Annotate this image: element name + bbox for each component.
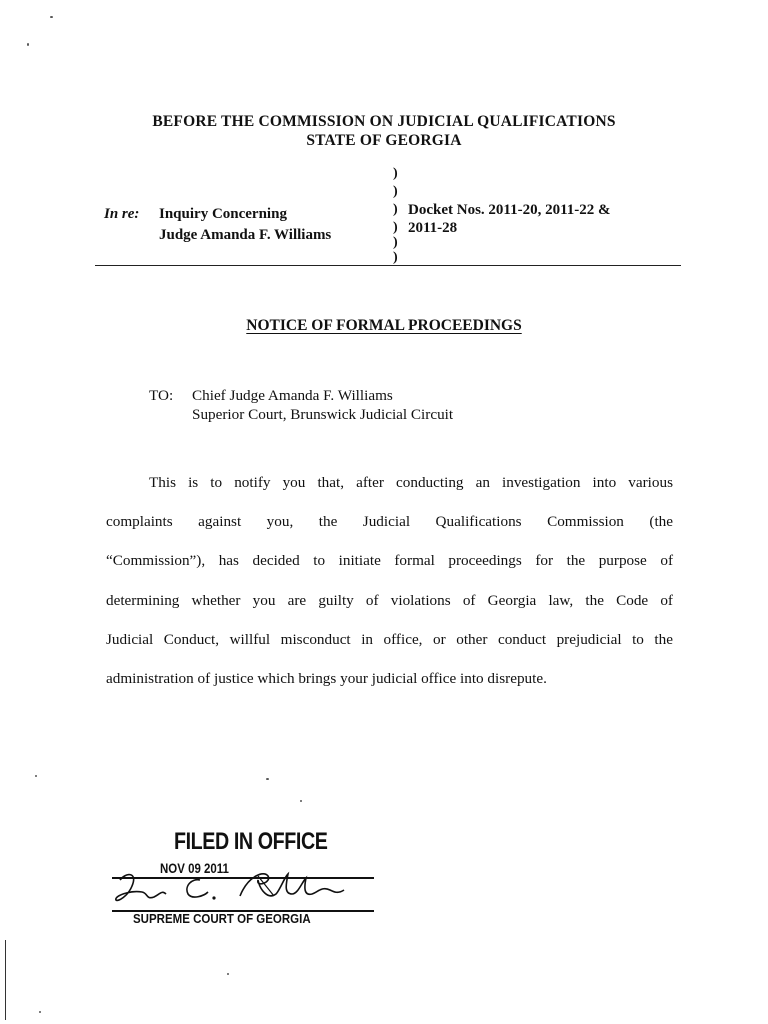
- notice-title: NOTICE OF FORMAL PROCEEDINGS: [246, 317, 522, 334]
- caption-paren: ): [393, 250, 398, 265]
- signature: [108, 866, 368, 912]
- scan-speck: [27, 43, 29, 46]
- caption-paren: ): [393, 235, 398, 250]
- notice-title-wrap: [0, 317, 768, 335]
- body-line: Judicial Conduct, willful misconduct in office, or other conduct prejudicial to the: [106, 631, 673, 648]
- body-line: This is to notify you that, after conducting an investigation into various: [149, 474, 673, 491]
- scan-speck: [227, 973, 229, 975]
- scan-speck: [266, 778, 269, 780]
- body-line: determining whether you are guilty of violations of Georgia law, the Code of: [106, 592, 673, 609]
- body-line: administration of justice which brings your judicial office into disrepute.: [106, 670, 547, 687]
- stamp-title: FILED IN OFFICE: [174, 828, 328, 855]
- state-heading: STATE OF GEORGIA: [306, 132, 462, 149]
- body-line: complaints against you, the Judicial Qualifications Commission (the: [106, 513, 673, 530]
- to-label: TO:: [149, 387, 174, 404]
- scan-speck: [39, 1011, 41, 1013]
- docket-line-2: 2011-28: [408, 220, 458, 236]
- caption-rule: [95, 265, 681, 266]
- matter-line-2: Judge Amanda F. Williams: [159, 227, 332, 243]
- stamp-date: NOV 09 2011: [160, 860, 229, 876]
- matter-line-1: Inquiry Concerning: [159, 206, 287, 222]
- caption-paren: ): [393, 202, 398, 217]
- scan-edge-line: [5, 940, 6, 1020]
- scan-speck: [35, 775, 37, 777]
- addressee-name: Chief Judge Amanda F. Williams: [192, 387, 393, 404]
- in-re-label: In re:: [104, 206, 140, 222]
- stamp-court: SUPREME COURT OF GEORGIA: [133, 912, 311, 926]
- addressee-court: Superior Court, Brunswick Judicial Circuit: [192, 406, 454, 423]
- scan-speck: [300, 800, 302, 802]
- commission-heading: BEFORE THE COMMISSION ON JUDICIAL QUALIFICATIONS: [152, 113, 616, 130]
- caption-paren: ): [393, 184, 398, 199]
- docket-line-1: Docket Nos. 2011-20, 2011-22 &: [408, 202, 611, 218]
- caption-paren: ): [393, 220, 398, 235]
- caption-paren: ): [393, 166, 398, 181]
- scan-speck: [50, 16, 53, 18]
- body-line: “Commission”), has decided to initiate formal proceedings for the purpose of: [106, 552, 673, 569]
